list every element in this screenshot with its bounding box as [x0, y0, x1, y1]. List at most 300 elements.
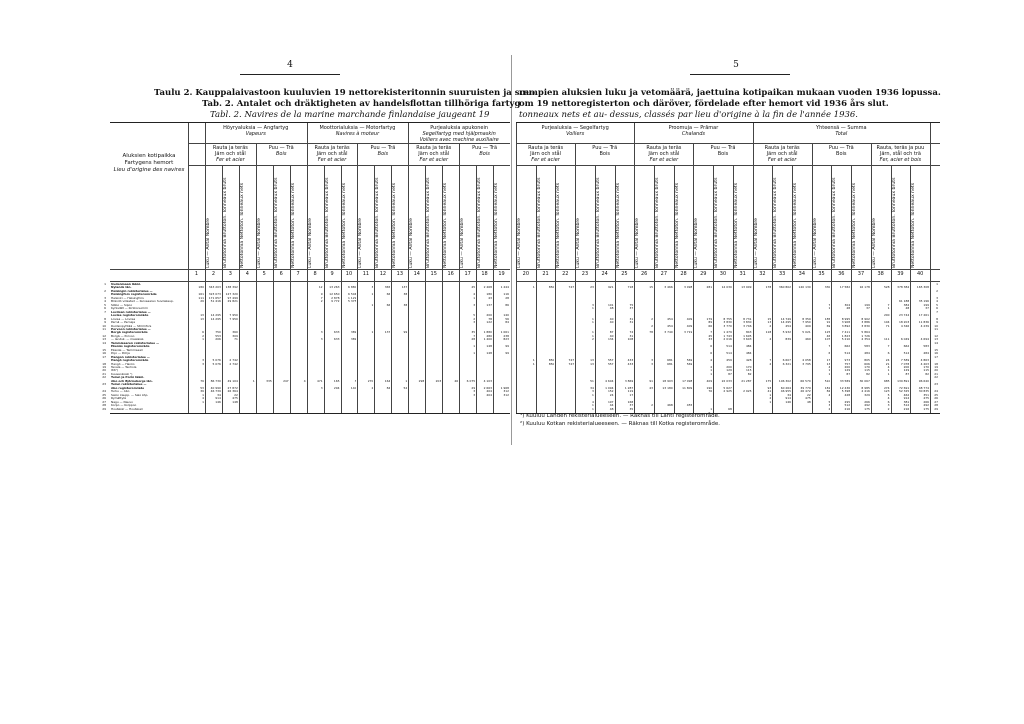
cell-value: 82: [925, 372, 929, 376]
cell-value: 43: [649, 386, 653, 390]
cell-value: 13 263: [329, 286, 340, 290]
cell-value: 662: [903, 345, 910, 349]
cell-value: 140: [503, 314, 509, 318]
row-label: Tenala — Tenhola: [111, 366, 137, 370]
cell-value: 455: [686, 404, 693, 408]
cell-value: 48: [609, 307, 614, 311]
right-number-rule: [690, 74, 790, 75]
cell-value: 557: [607, 359, 614, 363]
cell-value: 5 210: [841, 338, 851, 342]
cell-value: 170: [745, 366, 752, 370]
cell-value: 3: [202, 362, 204, 366]
cell-value: 46: [826, 334, 831, 338]
cell-value: 6 607: [782, 359, 791, 363]
col-number: 10: [345, 271, 353, 277]
cell-value: 3 908: [841, 321, 851, 325]
cell-value: 1 880: [483, 331, 493, 335]
cell-value: 583: [864, 345, 870, 349]
row-label: Turku — Åbo: [111, 390, 130, 394]
cell-value: 484: [923, 352, 929, 356]
cell-value: 7 078: [900, 362, 910, 366]
row-number: 4: [936, 299, 938, 304]
cell-value: 165: [333, 379, 340, 383]
col-number: 12: [379, 271, 387, 277]
cell-value: 2 663: [483, 386, 493, 390]
cell-value: 914: [785, 397, 791, 401]
cell-value: 40: [609, 317, 614, 321]
cell-value: 309: [232, 334, 238, 338]
cell-value: 86 730: [210, 379, 221, 383]
cell-value: 6 504: [348, 293, 357, 297]
cell-value: 185: [824, 317, 831, 321]
col-number: 27: [660, 271, 668, 277]
sub-header-line: Rauta ja teräs: [416, 145, 452, 151]
cell-value: 685: [883, 379, 890, 383]
cell-value: 40 990: [210, 386, 221, 390]
cell-value: 312: [503, 390, 509, 394]
cell-value: 1 400: [483, 338, 493, 342]
cell-value: 1: [591, 317, 594, 321]
row-label: Ekenäs registerområde: [111, 345, 150, 349]
cell-value: 75: [629, 303, 634, 307]
sub-header: [459, 145, 510, 157]
cell-value: 3 466: [664, 286, 673, 290]
row-number: 21: [934, 371, 938, 376]
col-number: 18: [481, 271, 488, 277]
cell-value: 179: [706, 317, 713, 321]
cell-value: 6: [828, 352, 831, 356]
row-number: 7: [104, 309, 106, 314]
col-number: 32: [759, 271, 766, 277]
row-number: 11: [934, 326, 938, 331]
sub-rule: [516, 165, 940, 166]
row-number: 6: [104, 306, 106, 311]
cell-value: 38: [403, 303, 408, 307]
row-label: Borgå registerområde: [111, 331, 148, 335]
cell-value: 3: [473, 321, 476, 325]
row-number: 20: [934, 368, 938, 373]
sub-header: [575, 145, 634, 157]
sub-header: [516, 145, 575, 163]
cell-value: 140: [350, 386, 357, 390]
cell-value: 87: [728, 372, 732, 376]
row-label: Helsingin rekisterialue —: [111, 289, 153, 293]
cell-value: 3: [651, 362, 653, 366]
cell-value: 39: [200, 390, 204, 394]
col-label: Luku — Antal Nombre: [307, 218, 313, 268]
sub-header-line: Järn och stål: [766, 151, 798, 157]
cell-value: 7: [828, 303, 831, 307]
row-label: Helsinki — Helsingfors: [111, 296, 144, 300]
col-label: Luku — Antal Nombre: [256, 218, 262, 268]
cell-value: 71: [234, 338, 238, 342]
cell-value: 4: [887, 397, 890, 401]
cell-value: 2 925: [743, 390, 752, 394]
col-label: Luku — Antal Nombre: [205, 218, 211, 268]
cell-value: 46 955: [780, 390, 791, 394]
cell-value: 4 863: [920, 359, 929, 363]
cell-value: 343 203: [208, 286, 221, 290]
cell-value: 216: [844, 407, 851, 411]
cell-value: 1 968: [500, 386, 509, 390]
cell-value: 8 731: [743, 317, 752, 321]
cell-value: 13 180: [662, 386, 673, 390]
cell-value: 5 076: [212, 362, 221, 366]
cell-value: 454: [667, 324, 673, 328]
cell-value: 4: [769, 338, 772, 342]
row-label: Turun rekisterialue —: [111, 383, 147, 387]
cell-value: 5 627: [723, 386, 732, 390]
cell-value: 633: [333, 331, 340, 335]
cell-value: 409: [686, 324, 693, 328]
cell-value: 3: [354, 379, 357, 383]
cell-value: 1: [202, 338, 204, 342]
row-number: 4: [104, 299, 106, 304]
left-page-number: 4: [287, 60, 293, 70]
cell-value: 24: [885, 359, 890, 363]
cell-value: 3: [887, 404, 890, 408]
row-number: 7: [936, 309, 938, 314]
cell-value: 1: [710, 407, 713, 411]
cell-value: 66: [386, 293, 391, 297]
sub-header-line: Fer et acier: [531, 157, 560, 163]
cell-value: 6 321: [782, 362, 791, 366]
col-label: Nettotonnia Nettoton. Tonneaux nets: [733, 182, 739, 268]
cell-value: 459: [726, 359, 732, 363]
col-number: 25: [621, 271, 628, 277]
cell-value: 330: [824, 286, 831, 290]
cell-value: 4 694: [920, 338, 929, 342]
cell-value: 514: [903, 352, 910, 356]
cell-value: 30 067: [859, 379, 870, 383]
cell-value: 23: [590, 286, 594, 290]
cell-value: 462: [903, 393, 910, 397]
cell-value: 134: [607, 338, 614, 342]
cell-value: 2: [828, 407, 831, 411]
cell-value: 428: [844, 393, 851, 397]
col-label: Bruttotonnia Bruttoton. Tonneaux bruts: [477, 177, 483, 268]
cell-value: 107: [824, 338, 831, 342]
cell-value: 16 178: [859, 286, 870, 290]
row-number: 2: [104, 288, 106, 293]
right-title-fi: rempien aluksien luku ja vetomäärä, jaettuina kotipaikan mukaan vuoden 1936 lopussa.: [519, 88, 941, 98]
cell-value: 84: [505, 321, 509, 325]
cell-value: 681: [667, 359, 673, 363]
group-header-line: Purjealuksia apukonein: [430, 125, 489, 131]
cell-value: 404: [486, 393, 493, 397]
cell-value: 557: [607, 362, 614, 366]
cell-value: 4: [710, 366, 713, 370]
cell-value: 270: [367, 379, 374, 383]
cell-value: 468: [667, 404, 673, 408]
cell-value: 175: [923, 407, 929, 411]
cell-value: 914: [903, 397, 910, 401]
cell-value: 21: [885, 362, 890, 366]
col-label: Bruttotonnia Bruttoton. Tonneaux bruts: [426, 177, 432, 268]
cell-value: 662: [844, 345, 851, 349]
col-label: Bruttotonnia Bruttoton. Tonneaux bruts: [891, 177, 897, 268]
row-label: Åbo registerområde: [111, 386, 145, 390]
cell-value: 200: [486, 314, 493, 318]
cell-value: 170: [923, 366, 929, 370]
cell-value: 43: [488, 296, 493, 300]
cell-value: 1: [371, 331, 374, 335]
col-number: 17: [464, 271, 471, 277]
cell-value: 180: [198, 286, 204, 290]
cell-value: 266: [864, 400, 870, 404]
cell-value: 850: [548, 286, 555, 290]
col-number: 2: [211, 271, 215, 277]
cell-value: 46 739: [210, 390, 221, 394]
cell-value: 9: [320, 293, 323, 297]
cell-value: 351: [923, 393, 929, 397]
cell-value: 1 094: [605, 386, 614, 390]
row-number: 14: [934, 340, 938, 345]
cell-value: 106 302: [778, 379, 791, 383]
row-number: 21: [102, 371, 106, 376]
row-number: 26: [934, 396, 938, 401]
cell-value: 1: [371, 293, 374, 297]
group-header-line: Proomuja — Pråmar: [668, 125, 719, 131]
sub-header-line: Puu — Trä: [828, 145, 854, 151]
cell-value: 5 398: [841, 390, 851, 394]
cell-value: 409: [805, 324, 811, 328]
row-number: 18: [102, 361, 106, 366]
cell-value: 7: [769, 359, 772, 363]
cell-value: 200: [844, 366, 851, 370]
row-label: Hangö registerområde: [111, 359, 149, 363]
cell-value: 6: [710, 352, 713, 356]
cell-value: 3: [591, 390, 594, 394]
cell-value: 3 886: [861, 321, 870, 325]
col-number: 33: [778, 271, 786, 277]
group-header-line: Moottorialuksia — Motorfartyg: [319, 125, 396, 131]
col-label: Luku — Antal Nombre: [517, 218, 522, 268]
cell-value: 460: [805, 338, 811, 342]
cell-value: 4 403: [920, 362, 929, 366]
col-number: 9: [330, 271, 334, 277]
cell-value: 37: [629, 404, 634, 408]
cell-value: 1: [371, 303, 374, 307]
sub-header: [256, 145, 307, 157]
cell-value: 805: [864, 359, 870, 363]
col-number: 36: [838, 271, 845, 277]
sub-header-line: Fer et acier: [767, 157, 797, 163]
cell-value: 3: [473, 390, 476, 394]
row-number: 5: [936, 302, 938, 307]
cell-value: 850: [548, 359, 555, 363]
header-rule: [516, 281, 940, 282]
row-label: Tammisaaren rekisterialue —: [111, 341, 160, 345]
cell-value: 492: [864, 404, 870, 408]
cell-value: 68: [728, 407, 732, 411]
col-label: Luku — Antal Nombre: [694, 218, 700, 268]
cell-value: 3 830: [861, 324, 870, 328]
sub-header-line: Rauta ja teräs: [764, 145, 800, 151]
cell-value: 6 075: [466, 379, 476, 383]
cell-value: 2: [651, 404, 653, 408]
col-number: 30: [719, 271, 727, 277]
cell-value: 514: [726, 345, 732, 349]
cell-value: 115: [923, 369, 929, 373]
cell-value: 13: [200, 314, 204, 318]
row-label: Uudenmaan lääni.: [111, 283, 141, 286]
cell-value: 137: [486, 303, 493, 307]
cell-value: 53: [200, 386, 204, 390]
cell-value: 26 472: [800, 390, 811, 394]
cell-value: 7: [887, 303, 890, 307]
cell-value: 921: [607, 286, 614, 290]
cell-value: 99: [505, 352, 509, 356]
cell-value: 304: [844, 303, 851, 307]
cell-value: 484: [745, 345, 752, 349]
cell-value: 51 416: [210, 300, 221, 304]
cell-value: 171 657: [208, 296, 221, 300]
footnote-1: ¹) Kuuluu Lahden rekisterialueeseen. — Räknas till Lahti registerområde.: [520, 413, 720, 419]
cell-value: 11 836: [918, 321, 929, 325]
col-label: Nettotonnia Nettoton. Tonneaux nets: [911, 182, 917, 268]
col-label: Luku — Antal Nombre: [358, 218, 364, 268]
group-rule: [516, 143, 940, 144]
cell-value: 148: [232, 400, 238, 404]
cell-value: 29: [471, 386, 476, 390]
sub-header-line: Bois: [377, 151, 389, 157]
cell-value: 22: [234, 393, 238, 397]
cell-value: 7 950: [802, 321, 811, 325]
cell-value: 66 570: [800, 379, 811, 383]
cell-value: 8 985: [861, 386, 870, 390]
cell-value: 6 880: [348, 286, 357, 290]
row-number: 13: [102, 337, 106, 342]
col-label: Nettotonnia Nettoton. Tonneaux nets: [239, 182, 245, 268]
col-number: 6: [279, 271, 283, 277]
sub-header: [693, 145, 752, 157]
cell-value: 3: [320, 331, 323, 335]
cell-value: 1 287: [624, 386, 634, 390]
group-rule: [188, 143, 510, 144]
cell-value: 569: [686, 362, 693, 366]
col-label: Luku — Antal Nombre: [871, 218, 877, 268]
cell-value: 123: [883, 390, 890, 394]
col-number: 28: [680, 271, 687, 277]
cell-value: 137: [384, 331, 391, 335]
row-number: 13: [934, 337, 938, 342]
cell-value: 360: [232, 331, 238, 335]
cell-value: 274: [883, 386, 890, 390]
cell-value: 82: [747, 372, 752, 376]
cell-value: 200: [903, 366, 910, 370]
cell-value: 389: [350, 331, 357, 335]
cell-value: 17: [629, 393, 634, 397]
cell-value: 125: [824, 331, 831, 335]
number-rule: [516, 269, 940, 270]
group-header-line: Segelfartyg med hjälpmaskin: [422, 131, 496, 137]
cell-value: 1: [473, 296, 476, 300]
cell-value: 31: [629, 334, 634, 338]
cell-value: 360 802: [778, 286, 791, 290]
cell-value: 2: [651, 317, 653, 321]
cell-value: 86: [505, 303, 509, 307]
row-number: 15: [102, 347, 106, 352]
cell-value: 1: [252, 379, 255, 383]
col-number: 23: [581, 271, 589, 277]
sub-header-line: Bois: [599, 151, 610, 157]
col-number: 22: [562, 271, 569, 277]
cell-value: 378 384: [897, 286, 910, 290]
cell-value: 5: [828, 400, 831, 404]
cell-value: 29: [200, 300, 204, 304]
cell-value: 471: [316, 379, 323, 383]
col-number: 3: [228, 271, 232, 277]
row-number: 24: [934, 389, 938, 394]
cell-value: 87: [905, 372, 910, 376]
cell-value: 27 872: [227, 386, 238, 390]
col-number: 29: [700, 271, 707, 277]
group-header: [307, 125, 409, 137]
cell-value: 111: [198, 296, 204, 300]
row-number: 6: [936, 306, 938, 311]
cell-value: 15: [767, 317, 772, 321]
col-label: Nettotonnia Nettoton. Tonneaux nets: [852, 182, 858, 268]
cell-value: 168: [627, 400, 634, 404]
cell-value: 4 058: [802, 359, 811, 363]
cell-value: 1: [473, 352, 476, 356]
cell-value: 119: [627, 390, 634, 394]
cell-value: 87: [609, 331, 614, 335]
cell-value: 34: [590, 386, 594, 390]
cell-value: 48 774: [918, 386, 929, 390]
cell-value: 115: [745, 369, 752, 373]
cell-value: 1: [202, 400, 204, 404]
cell-value: 5 864: [861, 331, 870, 335]
sub-header-line: Järn och stål: [214, 151, 246, 157]
row-number: 23: [934, 382, 938, 387]
cell-value: 152: [607, 390, 614, 394]
cell-value: 38: [403, 293, 408, 297]
cell-value: 4 416: [861, 390, 870, 394]
cell-value: 2 016: [723, 338, 732, 342]
cell-value: 35: [629, 407, 634, 411]
cell-value: 12 436: [839, 386, 851, 390]
cell-value: 99: [403, 331, 408, 335]
cell-value: 1: [532, 359, 535, 363]
cell-value: 5: [887, 393, 890, 397]
cell-value: 1 129: [348, 296, 357, 300]
col-number: 38: [877, 271, 884, 277]
cell-value: 973: [844, 359, 851, 363]
sub-header-line: Fer et acier: [216, 157, 245, 163]
cell-value: 52 325: [898, 390, 910, 394]
cell-value: 7: [710, 331, 713, 335]
row-number: 10: [934, 323, 938, 328]
cell-value: 44: [609, 404, 614, 408]
cell-value: 295: [844, 400, 851, 404]
cell-value: 37: [866, 307, 870, 311]
row-number: 2: [936, 288, 938, 293]
sub-header-line: Bois: [275, 151, 287, 157]
cell-value: 140 130: [798, 286, 811, 290]
cell-value: 1: [473, 345, 476, 349]
row-number: 19: [102, 365, 106, 370]
col-number: 31: [739, 271, 746, 277]
cell-value: 104: [883, 321, 890, 325]
cell-value: 26 364: [227, 390, 238, 394]
group-header: [634, 125, 752, 137]
col-label: Bruttotonnia Bruttoton. Tonneaux bruts: [832, 177, 838, 268]
cell-value: 512: [903, 404, 910, 408]
col-number: 1: [194, 271, 199, 277]
row-label: Lovisa registerområde: [111, 314, 149, 318]
